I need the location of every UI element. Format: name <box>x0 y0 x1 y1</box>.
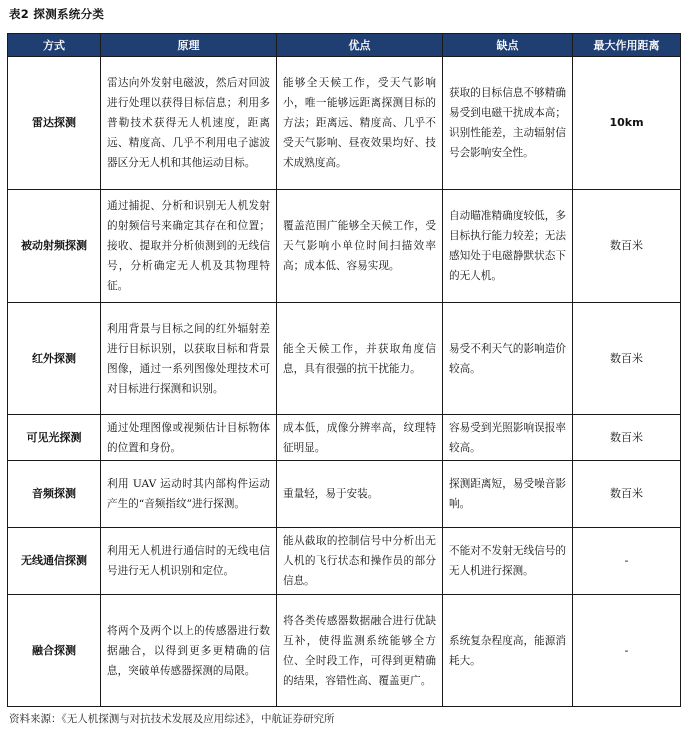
cell-principle: 雷达向外发射电磁波，然后对回波进行处理以获得目标信息；利用多普勒技术获得无人机速度，距离远、精度高、几乎不利用电子滤波器区分无人机和其他运动目标。 <box>101 57 277 190</box>
cell-method: 被动射频探测 <box>8 190 101 303</box>
cell-principle: 通过捕捉、分析和识别无人机发射的射频信号来确定其存在和位置；接收、提取并分析侦测到的无线信号，分析确定无人机及其物理特征。 <box>101 190 277 303</box>
table-title: 表2 探测系统分类 <box>9 7 105 21</box>
cell-disadvantages: 不能对不发射无线信号的无人机进行探测。 <box>443 528 573 595</box>
cell-max-range: - <box>573 528 681 595</box>
cell-advantages: 能全天候工作，并获取角度信息，具有很强的抗干扰能力。 <box>277 303 443 415</box>
cell-max-range: 数百米 <box>573 190 681 303</box>
cell-disadvantages: 获取的目标信息不够精确易受到电磁干扰成本高；识别性能差，主动辐射信号会影响安全性。 <box>443 57 573 190</box>
cell-disadvantages: 容易受到光照影响误报率较高。 <box>443 415 573 461</box>
table-row <box>8 303 681 415</box>
cell-principle: 利用背景与目标之间的红外辐射差进行目标识别，以获取目标和背景图像，通过一系列图像处理技术可对目标进行探测和识别。 <box>101 303 277 415</box>
cell-method: 融合探测 <box>8 595 101 707</box>
column-header-principle: 原理 <box>101 34 277 57</box>
cell-method: 无线通信探测 <box>8 528 101 595</box>
cell-advantages: 重量轻，易于安装。 <box>277 461 443 528</box>
table-row <box>8 461 681 528</box>
cell-advantages: 能够全天候工作，受天气影响小，唯一能够远距离探测目标的方法；距离远、精度高、几乎不受天气影响、昼夜效果均好、技术成熟度高。 <box>277 57 443 190</box>
cell-advantages: 能从截取的控制信号中分析出无人机的飞行状态和操作员的部分信息。 <box>277 528 443 595</box>
cell-advantages: 成本低，成像分辨率高，纹理特征明显。 <box>277 415 443 461</box>
cell-principle: 利用 UAV 运动时其内部构件运动产生的“音频指纹”进行探测。 <box>101 461 277 528</box>
cell-disadvantages: 系统复杂程度高，能源消耗大。 <box>443 595 573 707</box>
cell-disadvantages: 易受不利天气的影响造价较高。 <box>443 303 573 415</box>
column-header-advantages: 优点 <box>277 34 443 57</box>
cell-disadvantages: 自动瞄准精确度较低，多目标执行能力较差；无法感知处于电磁静默状态下的无人机。 <box>443 190 573 303</box>
cell-max-range: 数百米 <box>573 415 681 461</box>
cell-advantages: 覆盖范围广能够全天候工作，受天气影响小单位时间扫描效率高；成本低、容易实现。 <box>277 190 443 303</box>
column-header-disadvantages: 缺点 <box>443 34 573 57</box>
table-header-row <box>8 34 681 57</box>
cell-advantages: 将各类传感器数据融合进行优缺互补，使得监测系统能够全方位、全时段工作，可得到更精确的结果，容错性高、覆盖更广。 <box>277 595 443 707</box>
cell-method: 音频探测 <box>8 461 101 528</box>
cell-max-range: 数百米 <box>573 303 681 415</box>
cell-max-range: - <box>573 595 681 707</box>
table-row <box>8 595 681 707</box>
cell-max-range: 数百米 <box>573 461 681 528</box>
cell-disadvantages: 探测距离短，易受噪音影响。 <box>443 461 573 528</box>
column-header-method: 方式 <box>8 34 101 57</box>
table-row <box>8 528 681 595</box>
cell-max-range: 10km <box>573 57 681 190</box>
cell-principle: 将两个及两个以上的传感器进行数据融合，以得到更多更精确的信息，突破单传感器探测的局限。 <box>101 595 277 707</box>
cell-principle: 利用无人机进行通信时的无线电信号进行无人机识别和定位。 <box>101 528 277 595</box>
detection-system-table <box>7 33 681 707</box>
cell-method: 可见光探测 <box>8 415 101 461</box>
cell-method: 红外探测 <box>8 303 101 415</box>
column-header-max-range: 最大作用距离 <box>573 34 681 57</box>
table-row <box>8 415 681 461</box>
cell-principle: 通过处理图像或视频估计目标物体的位置和身份。 <box>101 415 277 461</box>
cell-method: 雷达探测 <box>8 57 101 190</box>
table-row <box>8 57 681 190</box>
table-row <box>8 190 681 303</box>
source-note: 资料来源：《无人机探测与对抗技术发展及应用综述》，中航证券研究所 <box>9 713 335 725</box>
